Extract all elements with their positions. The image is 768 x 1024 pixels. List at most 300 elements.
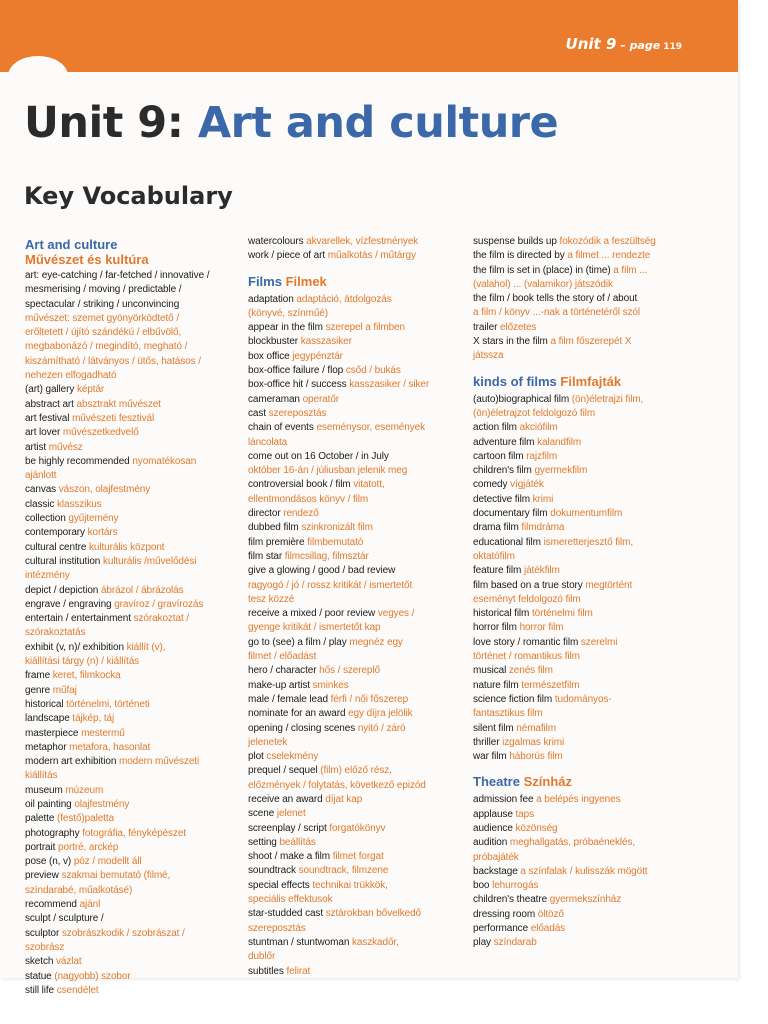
term-hu: megbabonázó / megindító, megható / bbox=[25, 341, 188, 353]
term-en: cartoon film bbox=[473, 450, 524, 462]
vocab-entry bbox=[248, 293, 476, 307]
term-hu: kortárs bbox=[87, 527, 118, 539]
term-en: the film / book tells the story of / about bbox=[473, 293, 638, 305]
term-en: film star bbox=[248, 550, 283, 562]
term-en: historical film bbox=[473, 608, 530, 620]
term-en: still life bbox=[25, 984, 55, 996]
term-en: thriller bbox=[473, 736, 500, 748]
vocab-entry bbox=[473, 478, 701, 492]
vocab-entry bbox=[25, 483, 253, 497]
vocab-entry bbox=[473, 607, 701, 621]
term-en: musical bbox=[473, 665, 507, 677]
vocab-entry bbox=[248, 750, 476, 764]
vocab-entry bbox=[248, 393, 476, 407]
page-word: page bbox=[629, 39, 661, 52]
term-hu: színdarab bbox=[493, 937, 537, 949]
term-en: oil painting bbox=[25, 798, 72, 810]
term-en: be highly recommended bbox=[25, 455, 130, 467]
term-hu: filmet / előadást bbox=[248, 651, 317, 663]
term-hu: műfaj bbox=[52, 684, 77, 696]
term-en: stuntman / stuntwoman bbox=[248, 936, 350, 948]
term-en: artist bbox=[25, 441, 47, 453]
vocab-entry bbox=[25, 412, 253, 426]
term-hu: hős / szereplő bbox=[319, 665, 380, 677]
term-hu: izgalmas krimi bbox=[502, 736, 565, 748]
term-en: dressing room bbox=[473, 908, 536, 920]
vocab-entry bbox=[473, 550, 701, 564]
vocab-entry bbox=[248, 450, 476, 464]
term-hu: jegypénztár bbox=[292, 350, 343, 362]
term-hu: vígjáték bbox=[510, 479, 544, 491]
vocab-entry bbox=[25, 641, 253, 655]
section-heading-translation bbox=[25, 252, 253, 267]
vocab-entry bbox=[473, 393, 701, 407]
term-hu: gravíroz / gravírozás bbox=[114, 598, 204, 610]
term-hu: intézmény bbox=[25, 570, 70, 582]
term-hu: közönség bbox=[515, 822, 558, 834]
vocab-entry bbox=[248, 493, 476, 507]
vocab-entry bbox=[248, 764, 476, 778]
vocab-entry bbox=[25, 941, 253, 955]
unit-label: Unit 9 bbox=[565, 35, 617, 53]
vocab-entry bbox=[25, 555, 253, 569]
vocab-entry bbox=[248, 950, 476, 964]
term-en: sculpt / sculpture / bbox=[25, 913, 104, 925]
vocab-entry bbox=[248, 436, 476, 450]
section-heading-hu: Filmek bbox=[285, 273, 327, 289]
term-hu: sztárokban bővelkedő bbox=[325, 908, 421, 920]
term-hu: művészeti fesztivál bbox=[72, 412, 155, 424]
term-hu: (ön)életrajzi film, bbox=[571, 393, 644, 405]
term-en: exhibit (v, n)/ exhibition bbox=[25, 641, 124, 653]
vocab-entry bbox=[473, 349, 701, 363]
term-hu: a film főszerepét X bbox=[550, 336, 632, 348]
vocab-entry bbox=[25, 612, 253, 626]
term-hu: eseménysor, események bbox=[316, 422, 425, 434]
term-hu: oktatófilm bbox=[473, 550, 515, 562]
term-en: star-studded cast bbox=[248, 908, 324, 920]
term-en: appear in the film bbox=[248, 322, 323, 334]
vocab-entry bbox=[25, 441, 253, 455]
term-hu: rajzfilm bbox=[526, 450, 558, 462]
section-heading-hu: Filmfajták bbox=[560, 373, 622, 389]
term-hu: szórakoztatás bbox=[25, 627, 86, 639]
vocab-entry bbox=[248, 536, 476, 550]
term-hu: jelenetek bbox=[248, 736, 288, 748]
term-en: opening / closing scenes bbox=[248, 722, 356, 734]
vocab-entry bbox=[473, 521, 701, 535]
term-en: audience bbox=[473, 822, 513, 834]
term-hu: modern művészeti bbox=[118, 756, 200, 768]
vocab-entry bbox=[25, 298, 253, 312]
header-band-notch bbox=[8, 56, 68, 96]
vocab-entry bbox=[248, 864, 476, 878]
vocab-entry bbox=[248, 307, 476, 321]
term-hu: múzeum bbox=[65, 784, 104, 796]
term-hu: ragyogó / jó / rossz kritikát / ismertetőt bbox=[248, 579, 413, 591]
term-en: nature film bbox=[473, 679, 519, 691]
term-en: historical bbox=[25, 698, 64, 710]
vocab-entry bbox=[25, 898, 253, 912]
vocab-entry bbox=[25, 827, 253, 841]
vocab-entry bbox=[25, 741, 253, 755]
vocab-entry bbox=[25, 684, 253, 698]
term-en: landscape bbox=[25, 713, 70, 725]
term-hu: vázlat bbox=[56, 956, 82, 968]
vocab-entry bbox=[25, 869, 253, 883]
vocab-entry bbox=[25, 798, 253, 812]
vocab-entry bbox=[25, 283, 253, 297]
term-en: entertain / entertainment bbox=[25, 613, 131, 625]
vocab-entry bbox=[25, 455, 253, 469]
term-en: prequel / sequel bbox=[248, 765, 318, 777]
term-en: box office bbox=[248, 350, 290, 362]
term-hu: filmdráma bbox=[521, 522, 565, 534]
term-hu: a színfalak / kulisszák mögött bbox=[520, 865, 648, 877]
vocab-entry bbox=[473, 893, 701, 907]
term-en: canvas bbox=[25, 484, 57, 496]
vocab-entry bbox=[25, 598, 253, 612]
term-hu: természetfilm bbox=[521, 679, 580, 691]
vocab-entry bbox=[473, 636, 701, 650]
vocab-entry bbox=[248, 893, 476, 907]
vocab-entry bbox=[248, 550, 476, 564]
term-hu: beállítás bbox=[279, 836, 316, 848]
term-hu: férfi / női főszerep bbox=[330, 693, 409, 705]
term-hu: (könyvé, színműé) bbox=[248, 307, 328, 319]
term-hu: szobrász bbox=[25, 941, 65, 953]
term-hu: a filmet ... rendezte bbox=[567, 250, 651, 262]
page-number: 119 bbox=[663, 42, 682, 52]
term-hu: kiállít (v), bbox=[126, 641, 166, 653]
vocab-entry bbox=[25, 498, 253, 512]
term-hu: adaptáció, átdolgozás bbox=[296, 293, 392, 305]
vocab-entry bbox=[473, 851, 701, 865]
term-hu: előadás bbox=[530, 923, 566, 935]
term-hu: próbajáték bbox=[473, 851, 519, 863]
vocab-entry bbox=[25, 326, 253, 340]
vocab-entry bbox=[473, 722, 701, 736]
term-en: play bbox=[473, 937, 491, 949]
term-hu: zenés film bbox=[508, 665, 553, 677]
vocab-entry bbox=[25, 584, 253, 598]
term-hu: előzetes bbox=[500, 321, 537, 333]
term-en: feature film bbox=[473, 565, 522, 577]
term-en: the film is directed by bbox=[473, 250, 565, 262]
term-hu: a film / könyv ...-nak a történetéről szól bbox=[473, 307, 640, 319]
page-title bbox=[24, 98, 558, 148]
term-en: film based on a true story bbox=[473, 579, 583, 591]
vocab-entry bbox=[473, 664, 701, 678]
term-hu: művész bbox=[48, 441, 83, 453]
page-dash: – bbox=[616, 39, 630, 52]
term-hu: taps bbox=[515, 808, 534, 820]
vocab-entry bbox=[248, 922, 476, 936]
term-en: special effects bbox=[248, 879, 310, 891]
term-hu: háborús film bbox=[509, 751, 563, 763]
vocab-entry bbox=[248, 579, 476, 593]
term-hu: október 16-án / júliusban jelenik meg bbox=[248, 465, 408, 477]
vocab-entry bbox=[248, 650, 476, 664]
term-hu: kaszkadőr, bbox=[351, 936, 399, 948]
section-heading-en: Art and culture bbox=[25, 237, 118, 252]
term-hu: vitatott, bbox=[353, 479, 385, 491]
term-hu: a belépés ingyenes bbox=[536, 794, 621, 806]
term-en: make-up artist bbox=[248, 679, 310, 691]
term-en: boo bbox=[473, 880, 490, 892]
term-en: engrave / engraving bbox=[25, 598, 112, 610]
title-main: Art and culture bbox=[197, 98, 559, 148]
term-hu: sminkes bbox=[312, 679, 349, 691]
vocab-entry bbox=[473, 793, 701, 807]
vocab-entry bbox=[473, 679, 701, 693]
term-en: collection bbox=[25, 513, 66, 525]
term-en: art: eye-catching / far-fetched / innovative / bbox=[25, 270, 210, 281]
vocab-entry bbox=[248, 350, 476, 364]
term-hu: filmet forgat bbox=[332, 851, 384, 863]
vocab-column-1 bbox=[25, 237, 253, 998]
term-hu: olajfestmény bbox=[74, 798, 130, 810]
vocab-entry bbox=[473, 321, 701, 335]
vocab-entry bbox=[473, 836, 701, 850]
term-hu: (festő)paletta bbox=[57, 813, 114, 825]
vocab-entry bbox=[473, 865, 701, 879]
vocab-entry bbox=[248, 793, 476, 807]
term-hu: történelmi film bbox=[531, 608, 593, 620]
vocab-entry bbox=[25, 355, 253, 369]
term-en: go to (see) a film / play bbox=[248, 636, 347, 648]
term-en: cultural centre bbox=[25, 541, 87, 553]
term-hu: klasszikus bbox=[57, 498, 102, 510]
term-hu: szobrászkodik / szobrászat / bbox=[61, 927, 185, 939]
term-hu: speciális effektusok bbox=[248, 894, 333, 906]
vocab-entry bbox=[248, 564, 476, 578]
term-en: museum bbox=[25, 784, 63, 796]
vocab-entry bbox=[473, 493, 701, 507]
section-heading-en: kinds of films bbox=[473, 373, 557, 389]
vocab-entry bbox=[25, 398, 253, 412]
term-en: receive an award bbox=[248, 793, 323, 805]
vocab-entry bbox=[248, 879, 476, 893]
vocab-entry bbox=[473, 922, 701, 936]
term-hu: metafora, hasonlat bbox=[69, 741, 151, 753]
vocab-entry bbox=[25, 712, 253, 726]
term-en: male / female lead bbox=[248, 693, 328, 705]
term-en: classic bbox=[25, 498, 55, 510]
term-hu: filmbemutató bbox=[307, 536, 364, 548]
term-en: science fiction film bbox=[473, 693, 553, 705]
term-en: admission fee bbox=[473, 794, 534, 806]
term-en: educational film bbox=[473, 536, 541, 548]
term-en: sculptor bbox=[25, 927, 60, 939]
vocab-entry bbox=[248, 407, 476, 421]
term-hu: (film) előző rész, bbox=[320, 765, 392, 777]
term-hu: szinkronizált film bbox=[301, 522, 373, 534]
term-hu: tudományos- bbox=[554, 693, 612, 705]
term-hu: fantasztikus film bbox=[473, 708, 543, 720]
term-hu: póz / modellt áll bbox=[73, 856, 142, 868]
vocab-entry bbox=[473, 450, 701, 464]
term-hu: díjat kap bbox=[325, 793, 363, 805]
term-en: horror film bbox=[473, 622, 517, 634]
vocab-entry bbox=[473, 306, 701, 320]
vocab-entry bbox=[248, 364, 476, 378]
vocab-entry bbox=[473, 249, 701, 263]
term-hu: technikai trükkök, bbox=[312, 879, 388, 891]
term-hu: eseményt feldolgozó film bbox=[473, 593, 581, 605]
term-hu: kasszasiker bbox=[300, 336, 352, 348]
term-en: cultural institution bbox=[25, 555, 101, 567]
term-hu: művészetkedvelő bbox=[62, 427, 139, 439]
term-hu: lehurrogás bbox=[492, 880, 539, 892]
vocab-entry bbox=[25, 469, 253, 483]
vocab-entry bbox=[25, 340, 253, 354]
vocab-entry bbox=[248, 321, 476, 335]
term-hu: gyermekszínház bbox=[549, 894, 622, 906]
term-hu: öltöző bbox=[537, 908, 564, 920]
term-hu: játssza bbox=[473, 350, 504, 362]
vocab-entry bbox=[25, 812, 253, 826]
vocab-entry bbox=[248, 335, 476, 349]
term-hu: játékfilm bbox=[523, 565, 560, 577]
term-hu: képtár bbox=[76, 384, 105, 396]
term-hu: kiállítás bbox=[25, 770, 58, 782]
vocab-entry bbox=[248, 722, 476, 736]
vocab-column-2 bbox=[248, 235, 476, 979]
term-en: statue bbox=[25, 970, 52, 982]
vocab-entry bbox=[473, 822, 701, 836]
term-hu: tájkép, táj bbox=[72, 713, 115, 725]
vocab-entry bbox=[473, 235, 701, 249]
vocab-entry bbox=[25, 369, 253, 383]
vocab-entry bbox=[473, 593, 701, 607]
vocab-entry bbox=[248, 907, 476, 921]
term-en: depict / depiction bbox=[25, 584, 99, 596]
vocab-entry bbox=[248, 235, 476, 249]
term-en: screenplay / script bbox=[248, 822, 327, 834]
term-hu: keret, filmkocka bbox=[52, 670, 121, 682]
term-hu: kiszámítható / látványos / ütős, hatásos / bbox=[25, 355, 201, 367]
term-en: controversial book / film bbox=[248, 479, 351, 491]
vocab-entry bbox=[25, 626, 253, 640]
term-hu: gyűjtemény bbox=[68, 513, 119, 525]
term-hu: krimi bbox=[532, 493, 554, 505]
term-en: contemporary bbox=[25, 527, 85, 539]
vocab-entry bbox=[248, 836, 476, 850]
term-hu: fokozódik a feszültség bbox=[559, 236, 656, 247]
term-en: metaphor bbox=[25, 741, 67, 753]
vocab-entry bbox=[248, 850, 476, 864]
term-en: setting bbox=[248, 836, 277, 848]
vocab-entry bbox=[25, 984, 253, 998]
vocab-entry bbox=[473, 278, 701, 292]
term-en: cast bbox=[248, 407, 266, 419]
term-en: adaptation bbox=[248, 293, 294, 305]
term-hu: nyitó / záró bbox=[357, 722, 406, 734]
term-en: dubbed film bbox=[248, 522, 299, 534]
term-hu: egy díjra jelölik bbox=[348, 708, 413, 720]
term-hu: tesz közzé bbox=[248, 593, 295, 605]
vocab-entry bbox=[473, 693, 701, 707]
term-en: modern art exhibition bbox=[25, 756, 117, 768]
section-heading-hu: Művészet és kultúra bbox=[25, 252, 149, 267]
term-en: portrait bbox=[25, 841, 56, 853]
term-en: box-office hit / success bbox=[248, 379, 347, 391]
vocab-entry bbox=[25, 855, 253, 869]
vocab-entry bbox=[248, 936, 476, 950]
vocab-entry bbox=[25, 755, 253, 769]
term-hu: absztrakt művészet bbox=[76, 398, 161, 410]
vocab-entry bbox=[473, 707, 701, 721]
term-hu: akciófilm bbox=[519, 422, 558, 434]
term-en: plot bbox=[248, 751, 264, 763]
vocab-entry bbox=[25, 655, 253, 669]
section-heading bbox=[248, 274, 476, 289]
term-en: performance bbox=[473, 923, 529, 935]
term-hu: gyenge kritikát / ismertetőt kap bbox=[248, 622, 381, 634]
term-hu: kasszasiker / siker bbox=[349, 379, 430, 391]
term-hu: megtörtént bbox=[585, 579, 633, 591]
term-en: hero / character bbox=[248, 665, 317, 677]
vocab-entry bbox=[25, 884, 253, 898]
term-en: drama film bbox=[473, 522, 519, 534]
term-en: spectacular / striking / unconvincing bbox=[25, 298, 180, 310]
vocab-entry bbox=[473, 750, 701, 764]
vocab-entry bbox=[473, 621, 701, 635]
term-hu: a film ... bbox=[613, 264, 648, 276]
term-hu: (valahol) ... (valamikor) játszódik bbox=[473, 278, 613, 290]
term-hu: ajánl bbox=[79, 899, 101, 911]
term-hu: kiállítási tárgy (n) / kiállítás bbox=[25, 656, 140, 668]
vocab-entry bbox=[248, 421, 476, 435]
vocab-entry bbox=[248, 822, 476, 836]
term-hu: dublőr bbox=[248, 951, 276, 963]
vocab-entry bbox=[25, 698, 253, 712]
term-hu: forgatókönyv bbox=[329, 822, 386, 834]
vocab-entry bbox=[248, 736, 476, 750]
vocab-entry bbox=[25, 669, 253, 683]
vocab-entry bbox=[248, 621, 476, 635]
term-en: receive a mixed / poor review bbox=[248, 608, 376, 620]
term-en: shoot / make a film bbox=[248, 851, 331, 863]
vocab-entry bbox=[25, 312, 253, 326]
vocab-entry bbox=[473, 736, 701, 750]
term-hu: láncolata bbox=[248, 436, 288, 448]
vocab-entry bbox=[248, 521, 476, 535]
term-en: documentary film bbox=[473, 508, 548, 520]
term-en: children's film bbox=[473, 465, 532, 477]
vocab-entry bbox=[248, 707, 476, 721]
vocab-entry bbox=[25, 970, 253, 984]
vocab-entry bbox=[473, 908, 701, 922]
term-en: sketch bbox=[25, 956, 54, 968]
vocab-entry bbox=[248, 593, 476, 607]
term-hu: horror film bbox=[519, 622, 564, 634]
term-en: adventure film bbox=[473, 436, 535, 448]
term-hu: nyomatékosan bbox=[132, 455, 197, 467]
term-hu: szereposztás bbox=[268, 407, 327, 419]
term-hu: történelmi, történeti bbox=[66, 698, 150, 710]
vocab-entry bbox=[25, 784, 253, 798]
term-en: genre bbox=[25, 684, 51, 696]
vocab-entry bbox=[25, 426, 253, 440]
vocab-entry bbox=[473, 464, 701, 478]
vocab-entry bbox=[248, 807, 476, 821]
term-hu: (nagyobb) szobor bbox=[54, 970, 131, 982]
vocab-entry bbox=[248, 779, 476, 793]
term-hu: ismeretterjesztő film, bbox=[543, 536, 634, 548]
page-reference bbox=[566, 35, 682, 53]
